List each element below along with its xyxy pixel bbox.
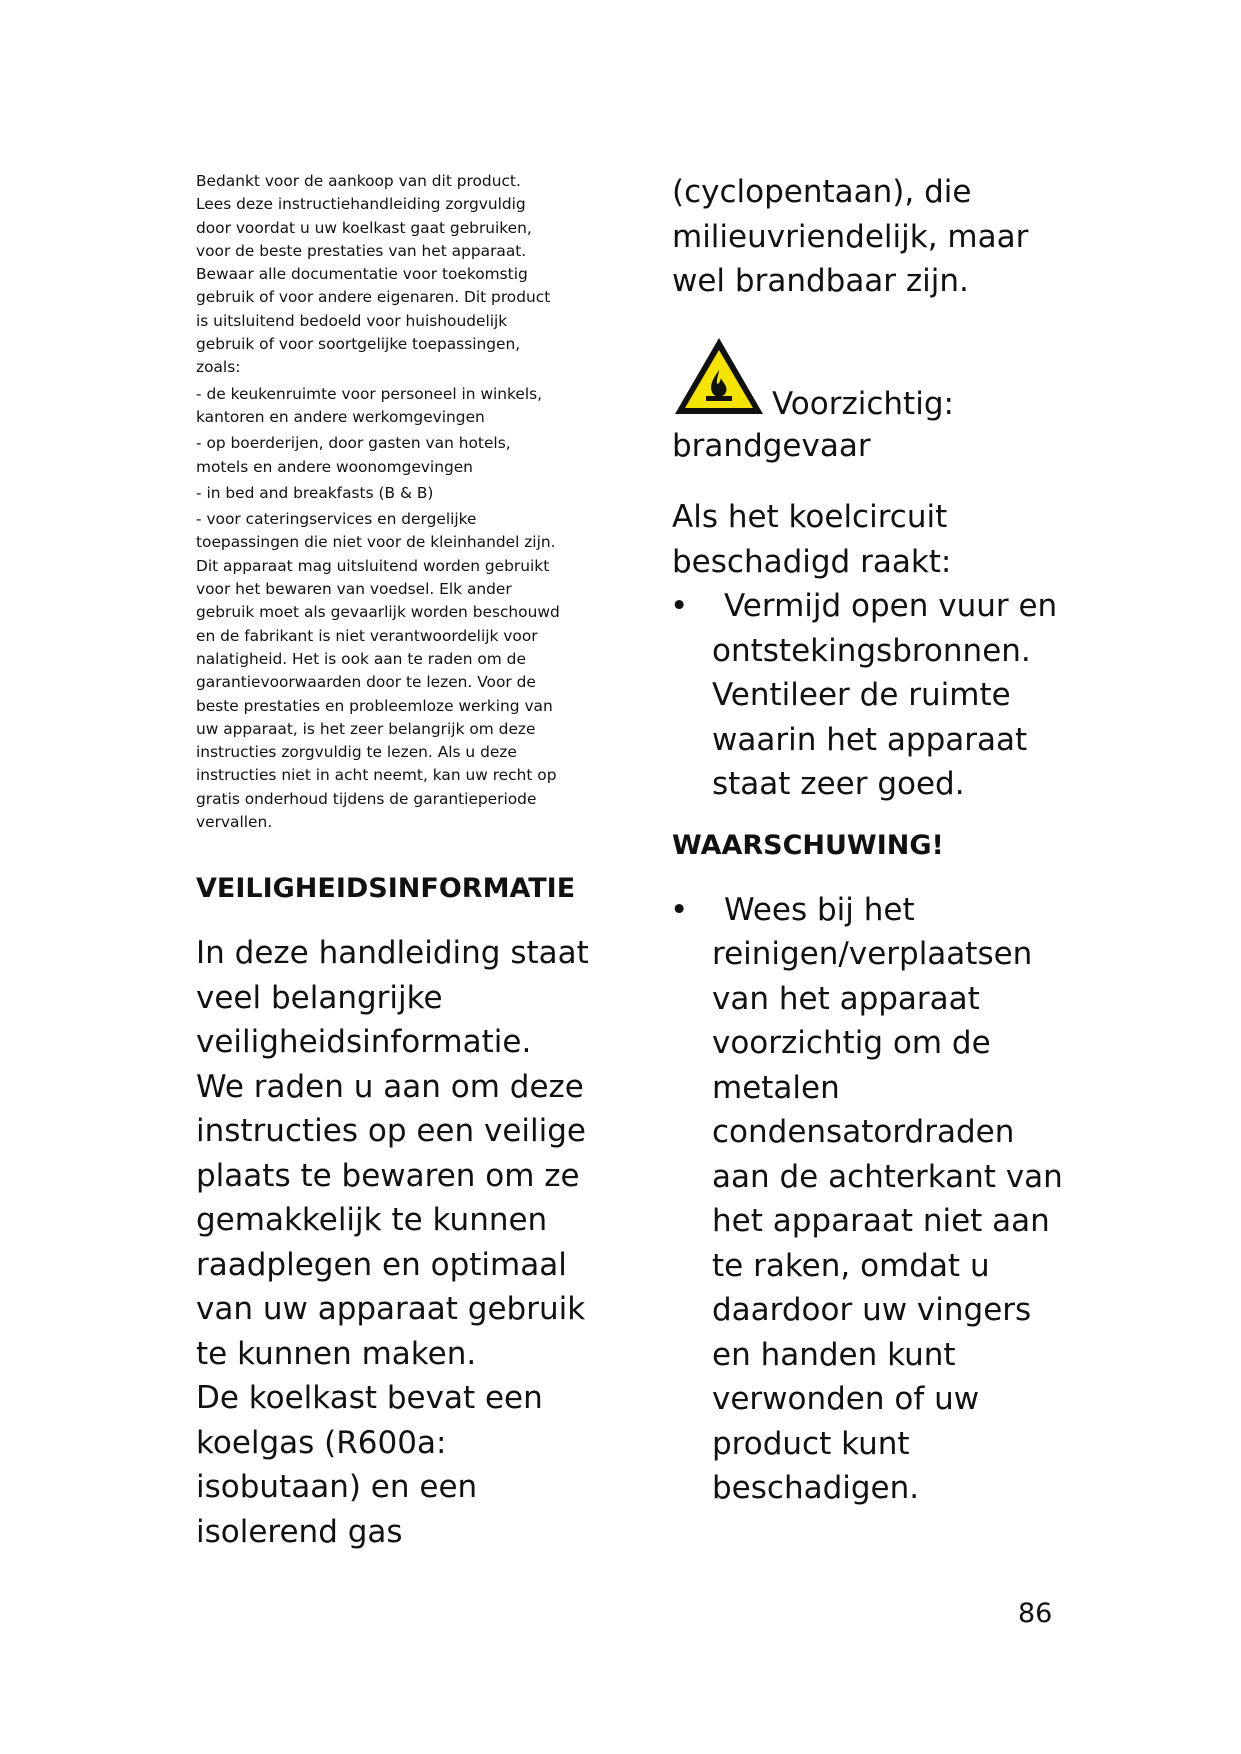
intro-line: en de fabrikant is niet verantwoordelijk voor (196, 626, 538, 645)
intro-line: uw apparaat, is het zeer belangrijk om deze (196, 719, 536, 738)
bullet-line: Ventileer de ruimte (712, 677, 1011, 713)
bullet-line: ontstekingsbronnen. (712, 632, 1031, 669)
left-column (196, 170, 596, 1554)
intro-line: - in bed and breakfasts (B & B) (196, 483, 434, 502)
intro-line: kantoren en andere werkomgevingen (196, 407, 485, 426)
intro-line: instructies zorgvuldig te lezen. Als u deze (196, 743, 517, 762)
bullet-careful-cleaning (672, 888, 1172, 1511)
intro-line: - voor cateringservices en dergelijke (196, 510, 477, 529)
bullet-line: beschadigen. (712, 1470, 920, 1506)
intro-line: door voordat u uw koelkast gaat gebruiken, (196, 218, 532, 237)
bullet-line: staat zeer goed. (712, 766, 965, 802)
warning-heading: WAARSCHUWING! (672, 829, 944, 861)
safety-line: veel belangrijke (196, 979, 443, 1016)
intro-line: zoals: (196, 358, 241, 377)
safety-line: gemakkelijk te kunnen (196, 1202, 548, 1239)
intro-line: gebruik of voor soortgelijke toepassingen, (196, 335, 521, 354)
intro-line: gratis onderhoud tijdens de garantieperiode (196, 789, 537, 808)
page-number: 86 (1018, 1598, 1053, 1629)
caution-row (672, 334, 1172, 424)
intro-line: Bedankt voor de aankoop van dit product. (196, 172, 521, 190)
damaged-circuit-intro (672, 495, 1172, 584)
safety-line: isobutaan) en een (196, 1469, 478, 1506)
bullet-line: product kunt (712, 1425, 910, 1462)
safety-line: We raden u aan om deze (196, 1068, 584, 1105)
bullet-line: reinigen/verplaatsen (712, 936, 1033, 972)
intro-line: voor de beste prestaties van het apparaat. (196, 241, 527, 260)
safety-paragraph (196, 931, 596, 1554)
bullet-line: het apparaat niet aan (712, 1203, 1050, 1239)
intro-line: vervallen. (196, 813, 273, 832)
intro-line: gebruik moet als gevaarlijk worden beschouwd (196, 603, 560, 622)
bullet-line: metalen (712, 1069, 840, 1106)
safety-line: veiligheidsinformatie. (196, 1024, 532, 1061)
intro-line: is uitsluitend bedoeld voor huishoudelijk (196, 311, 508, 330)
safety-line: te kunnen maken. (196, 1335, 477, 1372)
bullet-avoid-fire (672, 584, 1172, 807)
bullet-line: Wees bij het (724, 891, 915, 928)
caution-label: Voorzichtig: (772, 385, 954, 422)
bullet-line: te raken, omdat u (712, 1247, 990, 1284)
intro-line: beste prestaties en probleemloze werking van (196, 696, 553, 715)
intro-line: Dit apparaat mag uitsluitend worden gebruikt (196, 556, 550, 575)
safety-line: koelgas (R600a: (196, 1424, 447, 1461)
intro-line: - de keukenruimte voor personeel in winkels, (196, 384, 543, 403)
safety-line: De koelkast bevat een (196, 1380, 543, 1417)
damaged-intro-line: beschadigd raakt: (672, 543, 952, 580)
safety-line: van uw apparaat gebruik (196, 1291, 586, 1328)
bullet-line: daardoor uw vingers (712, 1292, 1032, 1328)
continuation-line: wel brandbaar zijn. (672, 263, 969, 299)
safety-line: instructies op een veilige (196, 1113, 586, 1150)
safety-line: isolerend gas (196, 1513, 403, 1550)
intro-line: - op boerderijen, door gasten van hotels, (196, 434, 511, 453)
bullet-line: verwonden of uw (712, 1381, 980, 1417)
intro-paragraph (196, 170, 596, 834)
intro-line: voor het bewaren van voedsel. Elk ander (196, 580, 512, 599)
damaged-intro-line: Als het koelcircuit (672, 499, 948, 535)
bullet-line: en handen kunt (712, 1336, 956, 1373)
bullet-line: aan de achterkant van (712, 1158, 1063, 1195)
intro-line: garantievoorwaarden door te lezen. Voor de (196, 673, 536, 692)
continuation-line: (cyclopentaan), die (672, 174, 972, 210)
bullet-line: condensatordraden (712, 1114, 1015, 1150)
intro-line: gebruik of voor andere eigenaren. Dit product (196, 288, 551, 307)
intro-line: toepassingen die niet voor de kleinhandel zijn. (196, 533, 556, 552)
bullet-line: voorzichtig om de (712, 1025, 991, 1061)
right-column (672, 170, 1172, 1511)
caution-label-continued: brandgevaar (672, 427, 871, 464)
intro-line: nalatigheid. Het is ook aan te raden om de (196, 649, 526, 668)
intro-line: instructies niet in acht neemt, kan uw recht op (196, 766, 557, 785)
safety-line: plaats te bewaren om ze (196, 1157, 580, 1194)
intro-line: motels en andere woonomgevingen (196, 457, 473, 476)
safety-line: raadplegen en optimaal (196, 1246, 567, 1283)
bullet-line: waarin het apparaat (712, 721, 1028, 758)
safety-line: In deze handleiding staat (196, 935, 589, 972)
intro-line: Bewaar alle documentatie voor toekomstig (196, 265, 528, 284)
safety-heading: VEILIGHEIDSINFORMATIE (196, 873, 576, 905)
continuation-line: milieuvriendelijk, maar (672, 218, 1029, 255)
flammable-warning-icon (672, 334, 766, 418)
continuation-paragraph (672, 170, 1172, 304)
bullet-line: Vermijd open vuur en (724, 588, 1058, 624)
intro-line: Lees deze instructiehandleiding zorgvuldig (196, 195, 526, 214)
bullet-marker: • (670, 891, 689, 928)
bullet-marker: • (670, 588, 689, 624)
bullet-line: van het apparaat (712, 980, 980, 1017)
